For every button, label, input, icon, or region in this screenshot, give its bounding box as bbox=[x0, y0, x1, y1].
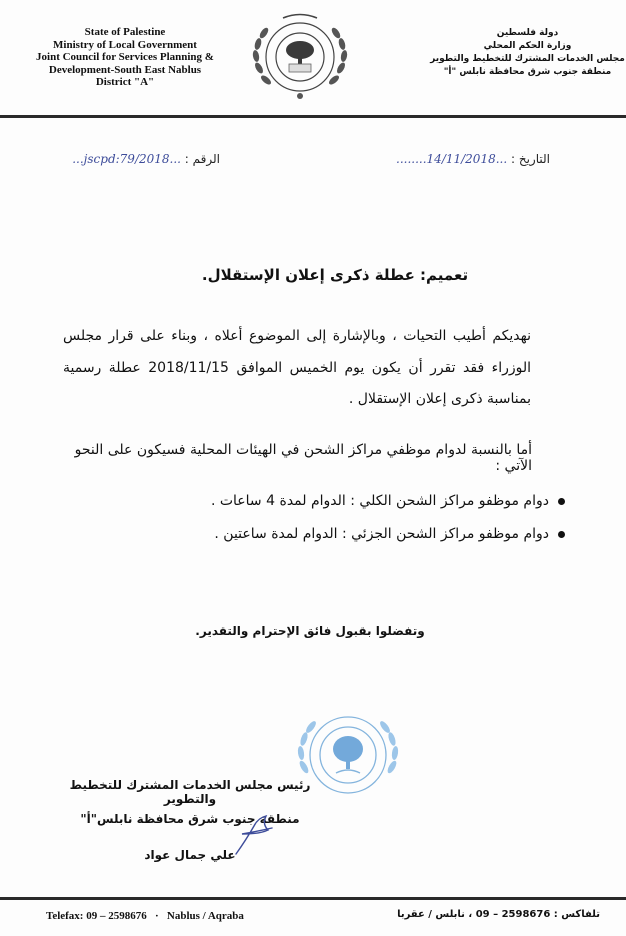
bullet-icon bbox=[558, 531, 565, 538]
letterhead-en-line: District "A" bbox=[95, 76, 155, 88]
footer-contact-english: Telefax: 09 – 2598676 · Nablus / Aqraba bbox=[46, 910, 244, 922]
footer-contact-arabic: تلفاكس : 2598676 – 09 ، نابلس / عقربا bbox=[397, 909, 600, 920]
handwritten-signature-icon bbox=[232, 812, 276, 858]
reference-number-label: الرقم : bbox=[184, 152, 220, 166]
list-item-text: دوام موظفو مراكز الشحن الكلي : الدوام لمدة 4 ساعات . bbox=[210, 493, 549, 509]
bullet-icon bbox=[558, 498, 565, 505]
signatory-title: رئيس مجلس الخدمات المشترك للتخطيط والتطوير bbox=[69, 778, 311, 806]
letterhead-en-line: State of Palestine bbox=[84, 26, 166, 38]
letterhead-ar-line: منطقة جنوب شرق محافظة نابلس "أ" bbox=[443, 67, 612, 77]
letterhead-arabic bbox=[415, 27, 626, 79]
reference-date-value: ........14/11/2018... bbox=[396, 152, 508, 166]
letterhead-en-line: Joint Council for Services Planning & bbox=[36, 51, 214, 63]
letterhead-en-line: Ministry of Local Government bbox=[53, 38, 197, 51]
list-item-text: دوام موظفو مراكز الشحن الجزئي : الدوام لمدة ساعتين . bbox=[214, 526, 549, 542]
list-item bbox=[150, 518, 565, 551]
letterhead-ar-line: دولة فلسطين bbox=[496, 28, 559, 38]
signatory-region: منطقة جنوب شرق محافظة نابلس"أ" bbox=[80, 812, 300, 826]
letterhead-ar-line: مجلس الخدمات المشترك للتخطيط والتطوير bbox=[430, 54, 625, 64]
closing-line: وتفضلوا بقبول فائق الإحترام والتقدير. bbox=[195, 624, 425, 638]
letterhead-en-line: Development-South East Nablus bbox=[48, 63, 202, 76]
reference-date-label: التاريخ : bbox=[510, 152, 550, 166]
header-divider bbox=[0, 115, 626, 118]
list-item bbox=[150, 485, 565, 518]
schedule-list bbox=[150, 485, 565, 551]
letterhead-english bbox=[0, 26, 250, 89]
body-intro: أما بالنسبة لدوام موظفي مراكز الشحن في الهيئات المحلية فسيكون على النحو الآتي : bbox=[74, 442, 532, 474]
signatory-name: علي جمال عواد bbox=[144, 848, 236, 862]
letterhead-ar-line: وزارة الحكم المحلي bbox=[483, 41, 572, 51]
footer-divider bbox=[0, 897, 626, 900]
reference-date bbox=[300, 152, 550, 166]
council-seal-icon bbox=[247, 8, 353, 102]
body-paragraph: نهديكم أطيب التحيات ، وبالإشارة إلى الموضوع أعلاه ، وبناء على قرار مجلس الوزراء فقد تقرر أن يكون يوم الخميس الموافق 2018/11/15 عطلة رسمية بمناسبة ذكرى إعلان الإستقلال . bbox=[63, 328, 531, 407]
subject-heading: تعميم: عطلة ذكرى إعلان الإستقلال. bbox=[201, 266, 469, 284]
reference-number bbox=[30, 152, 220, 166]
reference-number-value: ...jscpd:79/2018... bbox=[72, 152, 181, 166]
